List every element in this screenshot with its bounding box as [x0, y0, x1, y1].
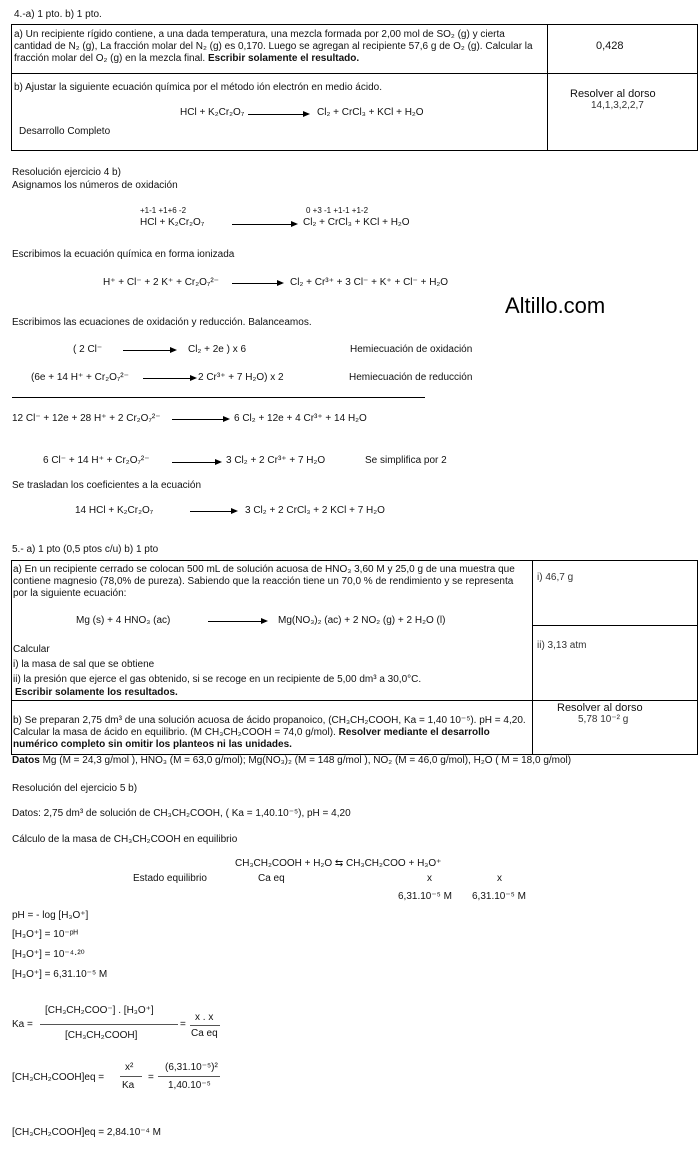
ka-label: Ka =	[12, 1019, 33, 1030]
q4-heading: 4.-a) 1 pto. b) 1 pto.	[14, 9, 102, 20]
equilibrium-equation: CH₃CH₂COOH + H₂O ⇆ CH₃CH₂COO + H₃O⁺	[235, 858, 442, 869]
ion-right: Cl₂ + Cr³⁺ + 3 Cl⁻ + K⁺ + Cl⁻ + H₂O	[290, 277, 449, 288]
q4a-answer: 0,428	[596, 40, 624, 52]
value-denominator: 1,40.10⁻⁵	[168, 1080, 211, 1091]
ox-numbers-left: +1-1 +1+6 -2	[140, 206, 187, 215]
res5-title: Resolución del ejercicio 5 b)	[12, 783, 138, 794]
conc-label: [CH₃CH₂COOH]eq =	[12, 1072, 105, 1083]
q4b-answer-title: Resolver al dorso	[570, 88, 656, 100]
res5-calc: Cálculo de la masa de CH₃CH₂COOH en equilibrio	[12, 834, 238, 845]
q5a-eq-left: Mg (s) + 4 HNO₃ (ac)	[76, 615, 171, 626]
q5a-answer-i: i) 46,7 g	[537, 572, 574, 583]
x-value-2: x	[497, 873, 502, 884]
arrow-icon	[190, 511, 236, 512]
q5a-calc: Calcular	[13, 644, 50, 655]
ph-line-2: [H₃O⁺] = 10⁻ᵖᴴ	[12, 929, 78, 940]
q4b-eq-right: Cl₂ + CrCl₃ + KCl + H₂O	[317, 107, 424, 118]
q4b-eq-left: HCl + K₂Cr₂O₇	[180, 107, 245, 118]
q4b-answer: 14,1,3,2,2,7	[591, 100, 644, 111]
arrow-icon	[232, 283, 282, 284]
q5b-answer: 5,78 10⁻² g	[578, 714, 629, 725]
ca-eq: Ca eq	[258, 873, 285, 884]
sum-right: 6 Cl₂ + 12e + 4 Cr³⁺ + 14 H₂O	[234, 413, 367, 424]
value-numerator: (6,31.10⁻⁵)²	[165, 1062, 218, 1073]
red-label: Hemiecuación de reducción	[349, 372, 473, 383]
q5b-answer-title: Resolver al dorso	[557, 702, 643, 714]
fraction-bar	[120, 1076, 142, 1077]
ph-line-1: pH = - log [H₃O⁺]	[12, 910, 89, 921]
arrow-icon	[208, 621, 266, 622]
q5b-text: b) Se preparan 2,75 dm³ de una solución acuosa de ácido propanoico, (CH₃CH₂COOH, Ka = 1,40 10⁻⁵). pH = 4,20. Calcular la masa de ácido en equilibrio. (M CH₃CH₂COOH = 74,0 g/mol). Resolver mediante el desarrollo numérico completo sin omitir los planteos ni las unidades.	[13, 715, 526, 750]
simp-left: 6 Cl⁻ + 14 H⁺ + Cr₂O₇²⁻	[43, 455, 150, 466]
q5-datos: Datos Mg (M = 24,3 g/mol ), HNO₃ (M = 63,0 g/mol); Mg(NO₃)₂ (M = 148 g/mol ), NO₂ (M = 46,0 g/mol), H₂O ( M = 18,0 g/mol)	[12, 755, 572, 766]
x-value-1: x	[427, 873, 432, 884]
res4-step4: Se trasladan los coeficientes a la ecuación	[12, 480, 202, 491]
equals-sign: =	[148, 1072, 154, 1083]
eq-right: Cl₂ + CrCl₃ + KCl + H₂O	[303, 217, 410, 228]
final-right: 3 Cl₂ + 2 CrCl₃ + 2 KCl + 7 H₂O	[245, 505, 385, 516]
x-times-x: x . x	[195, 1012, 214, 1023]
fraction-bar	[40, 1024, 178, 1025]
q5a-eq-right: Mg(NO₃)₂ (ac) + 2 NO₂ (g) + 2 H₂O (l)	[278, 615, 446, 626]
final-result: [CH₃CH₂COOH]eq = 2,84.10⁻⁴ M	[12, 1127, 161, 1138]
q5-answer-divider	[532, 625, 697, 626]
ka-numerator: [CH₃CH₂COO⁻] . [H₃O⁺]	[45, 1005, 154, 1016]
q5a-ii: ii) la presión que ejerce el gas obtenido, si se recoge en un recipiente de 5,00 dm³ a 30,0°C.	[13, 674, 422, 685]
res5-datos: Datos: 2,75 dm³ de solución de CH₃CH₂COOH, ( Ka = 1,40.10⁻⁵), pH = 4,20	[12, 808, 351, 819]
simp-right: 3 Cl₂ + 2 Cr³⁺ + 7 H₂O	[226, 455, 326, 466]
arrow-icon	[248, 114, 308, 115]
q4a-text: a) Un recipiente rígido contiene, a una dada temperatura, una mezcla formada por 2,00 mol de SO₂ (g) y cierta cantidad de N₂ (g), La fracción molar del N₂ (g) es 0,170. Luego se agregan al recipiente 57,6 g de O₂ (g). Calcular la fracción molar del O₂ (g) en la mezcla final. Escribir solamente el resultado.	[14, 29, 533, 64]
res4-step2: Escribimos la ecuación química en forma ionizada	[12, 249, 235, 260]
q5-heading: 5.- a) 1 pto (0,5 ptos c/u) b) 1 pto	[12, 544, 159, 555]
equals-sign: =	[180, 1019, 186, 1030]
sum-left: 12 Cl⁻ + 12e + 28 H⁺ + 2 Cr₂O₇²⁻	[12, 413, 161, 424]
red-right: 2 Cr³⁺ + 7 H₂O) x 2	[198, 372, 284, 383]
ka-denominator: [CH₃CH₂COOH]	[65, 1030, 138, 1041]
sum-divider	[12, 397, 425, 398]
conc-value-1: 6,31.10⁻⁵ M	[398, 891, 452, 902]
q4-col-divider	[547, 24, 548, 150]
res4-step3: Escribimos las ecuaciones de oxidación y reducción. Balanceamos.	[12, 317, 312, 328]
ion-left: H⁺ + Cl⁻ + 2 K⁺ + Cr₂O₇²⁻	[103, 277, 219, 288]
q5a-answer-ii: ii) 3,13 atm	[537, 640, 587, 651]
oxid-right: Cl₂ + 2e ) x 6	[188, 344, 247, 355]
red-left: (6e + 14 H⁺ + Cr₂O₇²⁻	[31, 372, 129, 383]
state-label: Estado equilibrio	[133, 873, 207, 884]
ca-eq-denominator: Ca eq	[191, 1028, 218, 1039]
arrow-icon	[143, 378, 195, 379]
watermark: Altillo.com	[505, 293, 606, 318]
ph-line-4: [H₃O⁺] = 6,31.10⁻⁵ M	[12, 969, 108, 980]
x-squared: x²	[125, 1062, 134, 1073]
res4-title: Resolución ejercicio 4 b)	[12, 167, 121, 178]
q4b-text: b) Ajustar la siguiente ecuación química por el método ión electrón en medio ácido.	[14, 82, 382, 93]
q5-row-divider	[11, 700, 697, 701]
conc-value-2: 6,31.10⁻⁵ M	[472, 891, 526, 902]
q5a-bold: Escribir solamente los resultados.	[15, 687, 178, 698]
ox-numbers-right: 0 +3 -1 +1-1 +1-2	[306, 206, 369, 215]
q5-col-divider	[532, 560, 533, 754]
q5a-text: a) En un recipiente cerrado se colocan 500 mL de solución acuosa de HNO₃ 3,60 M y 25,0 g de una muestra que contiene magnesio (78,0% de pureza). Sabiendo que la reacción tiene un 70,0 % de rendimiento y se representa por la siguiente ecuación:	[13, 564, 515, 599]
arrow-icon	[123, 350, 175, 351]
ph-line-3: [H₃O⁺] = 10⁻⁴·²⁰	[12, 949, 85, 960]
res4-step1: Asignamos los números de oxidación	[12, 180, 178, 191]
q4-row-divider	[11, 73, 697, 74]
final-left: 14 HCl + K₂Cr₂O₇	[75, 505, 154, 516]
eq-left: HCl + K₂Cr₂O₇	[140, 217, 205, 228]
arrow-icon	[172, 419, 228, 420]
fraction-bar	[190, 1025, 220, 1026]
oxid-left: ( 2 Cl⁻	[73, 344, 103, 355]
fraction-bar	[158, 1076, 220, 1077]
arrow-icon	[172, 462, 220, 463]
q5a-i: i) la masa de sal que se obtiene	[13, 659, 155, 670]
ka-denominator-2: Ka	[122, 1080, 135, 1091]
q4b-dev: Desarrollo Completo	[19, 126, 111, 137]
simp-note: Se simplifica por 2	[365, 455, 447, 466]
arrow-icon	[232, 224, 296, 225]
oxid-label: Hemiecuación de oxidación	[350, 344, 473, 355]
